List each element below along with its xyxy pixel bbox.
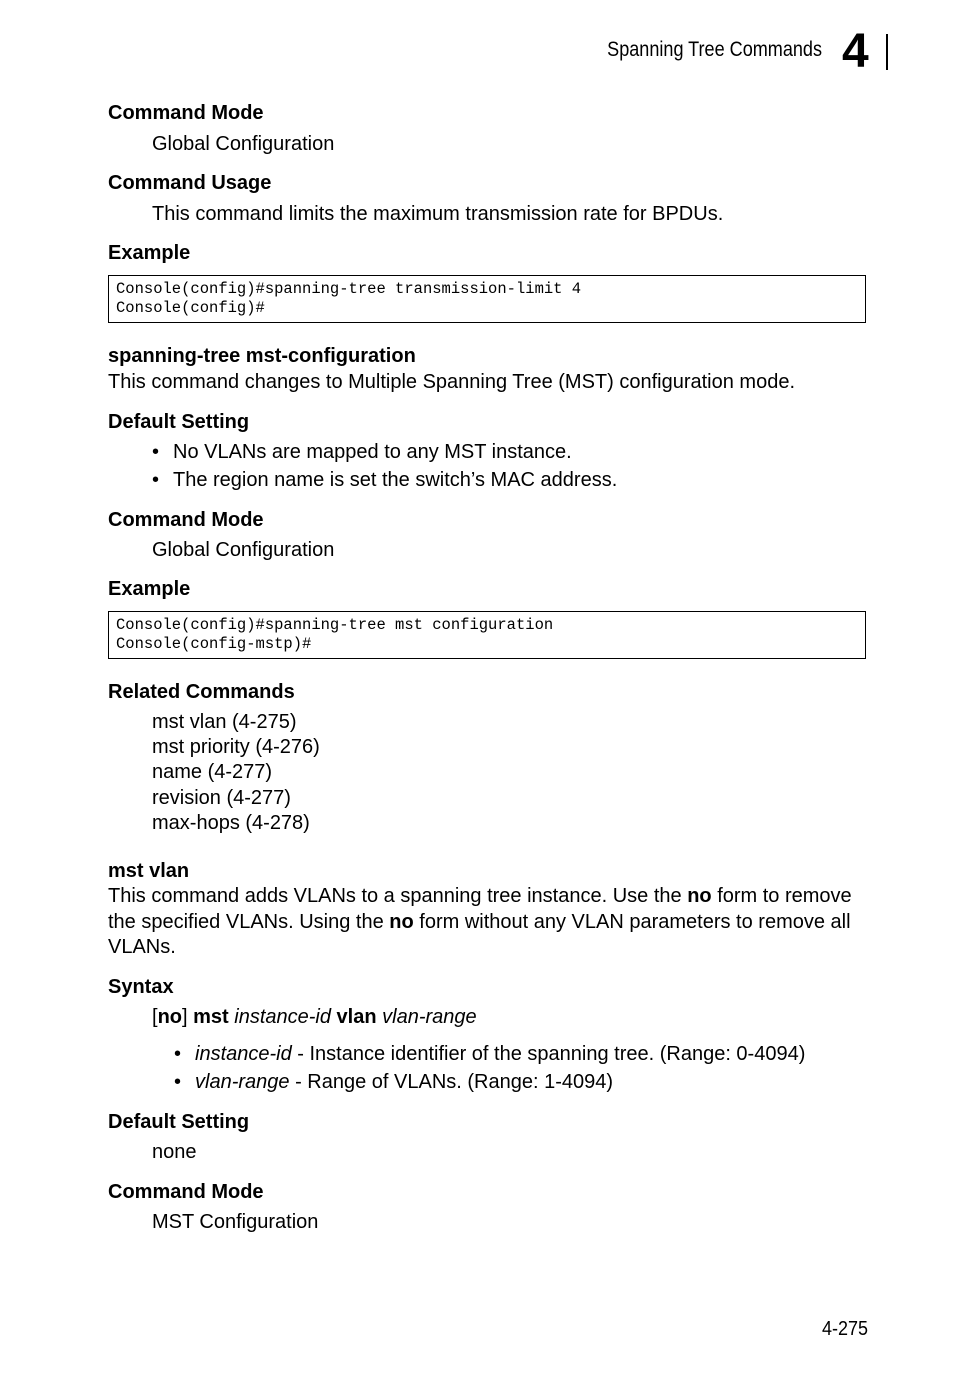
command-mode-heading: Command Mode xyxy=(108,102,264,124)
command-mode-heading: Command Mode xyxy=(108,509,264,531)
example-code-block xyxy=(108,275,866,323)
command-title: mst vlan xyxy=(108,860,190,882)
parameter-list-item: • vlan-range - Range of VLANs. (Range: 1-4094) xyxy=(174,1071,614,1093)
command-description-line: This command adds VLANs to a spanning tree instance. Use the no form to remove xyxy=(108,885,852,907)
chapter-divider xyxy=(886,34,888,70)
command-mode-heading: Command Mode xyxy=(108,1181,264,1203)
command-mode-value: MST Configuration xyxy=(152,1211,319,1233)
command-mode-value: Global Configuration xyxy=(152,539,335,561)
command-mode-value: Global Configuration xyxy=(152,133,335,155)
related-command-link[interactable]: mst vlan (4-275) xyxy=(152,711,297,733)
related-command-link[interactable]: mst priority (4-276) xyxy=(152,736,320,758)
example-heading: Example xyxy=(108,242,191,264)
default-setting-heading: Default Setting xyxy=(108,1111,250,1133)
default-setting-heading: Default Setting xyxy=(108,411,250,433)
code-line: Console(config)#spanning-tree mst configuration xyxy=(116,616,554,634)
default-list-item: • No VLANs are mapped to any MST instance. xyxy=(152,441,572,463)
code-line: Console(config)#spanning-tree transmission-limit 4 xyxy=(116,280,582,298)
page-number: 4-275 xyxy=(821,1318,868,1340)
command-usage-heading: Command Usage xyxy=(108,172,272,194)
code-line: Console(config)# xyxy=(116,299,265,317)
command-description: This command changes to Multiple Spanning Tree (MST) configuration mode. xyxy=(108,371,796,393)
related-command-link[interactable]: revision (4-277) xyxy=(152,787,291,809)
syntax-line: [no] mst instance-id vlan vlan-range xyxy=(152,1006,477,1028)
command-description-line: the specified VLANs. Using the no form without any VLAN parameters to remove all xyxy=(108,911,851,933)
command-title: spanning-tree mst-configuration xyxy=(108,345,416,367)
command-description-line: VLANs. xyxy=(108,936,176,958)
default-setting-value: none xyxy=(152,1141,197,1163)
example-heading: Example xyxy=(108,578,191,600)
code-line: Console(config-mstp)# xyxy=(116,635,312,653)
related-command-link[interactable]: max-hops (4-278) xyxy=(152,812,310,834)
related-commands-heading: Related Commands xyxy=(108,681,295,703)
parameter-list-item: • instance-id - Instance identifier of the spanning tree. (Range: 0-4094) xyxy=(174,1043,806,1065)
command-usage-text: This command limits the maximum transmission rate for BPDUs. xyxy=(152,203,724,225)
syntax-heading: Syntax xyxy=(108,976,174,998)
related-command-link[interactable]: name (4-277) xyxy=(152,761,273,783)
default-list-item: • The region name is set the switch’s MAC address. xyxy=(152,469,618,491)
example-code-block xyxy=(108,611,866,659)
running-header-title: Spanning Tree Commands xyxy=(607,38,822,61)
chapter-number: 4 xyxy=(842,25,869,78)
